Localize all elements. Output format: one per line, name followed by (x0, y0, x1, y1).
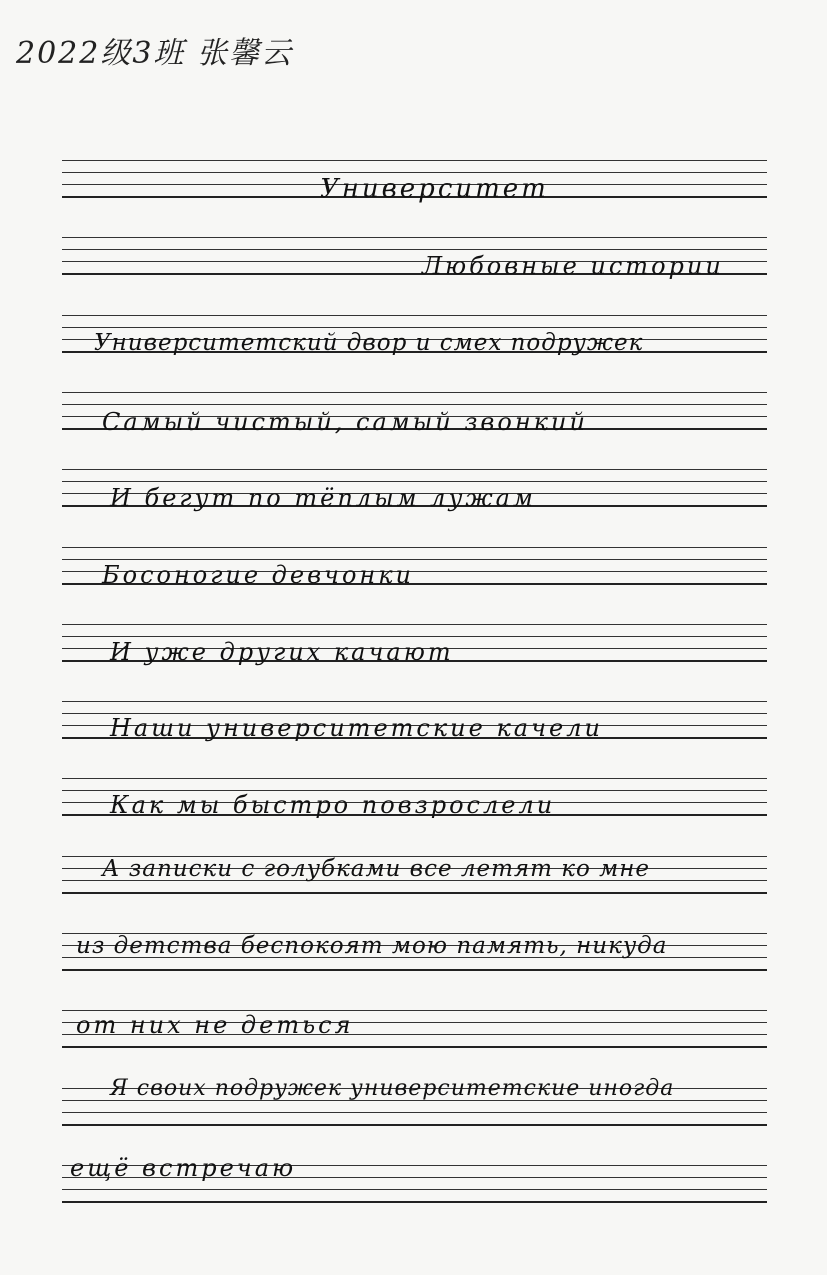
ruled-line (62, 1201, 767, 1203)
text-line-10: от них не деться (76, 1011, 354, 1039)
ruled-line (62, 892, 767, 894)
ruled-line (62, 160, 767, 161)
ruled-line (62, 237, 767, 238)
text-line-3: И бегут по тёплым лужам (110, 484, 536, 512)
ruled-line (62, 1124, 767, 1126)
ruled-line (62, 701, 767, 702)
document-subtitle: Любовные истории (422, 252, 724, 280)
author-class-note: 2022级3班 张馨云 (16, 36, 293, 71)
text-line-11: Я своих подружек университетские иногда (110, 1076, 675, 1101)
ruled-line (62, 636, 767, 637)
text-line-6: Наши университетские качели (110, 714, 603, 742)
text-line-8: А записки с голубками все летят ко мне (102, 856, 651, 882)
ruled-line (62, 559, 767, 560)
ruled-line (62, 469, 767, 470)
text-line-1: Университетский двор и смех подружек (94, 330, 644, 356)
ruled-line (62, 249, 767, 250)
ruled-line (62, 315, 767, 316)
ruled-line (62, 624, 767, 625)
ruled-line (62, 481, 767, 482)
text-line-7: Как мы быстро повзрослели (110, 791, 556, 819)
ruled-line (62, 969, 767, 971)
text-line-12: ещё встречаю (70, 1154, 297, 1182)
ruled-line (62, 547, 767, 548)
ruled-line (62, 1046, 767, 1048)
text-line-5: И уже других качают (110, 638, 454, 666)
text-line-2: Самый чистый, самый звонкий (102, 408, 588, 436)
document-title: Университет (320, 174, 549, 204)
ruled-line (62, 327, 767, 328)
ruled-line (62, 392, 767, 393)
ruled-line (62, 778, 767, 779)
ruled-line (62, 404, 767, 405)
text-line-9: из детства беспокоят мою память, никуда (76, 933, 668, 959)
ruled-line (62, 1112, 767, 1113)
ruled-line (62, 172, 767, 173)
text-line-4: Босоногие девчонки (102, 561, 415, 589)
ruled-writing-sheet (62, 160, 767, 1220)
ruled-line (62, 1189, 767, 1190)
